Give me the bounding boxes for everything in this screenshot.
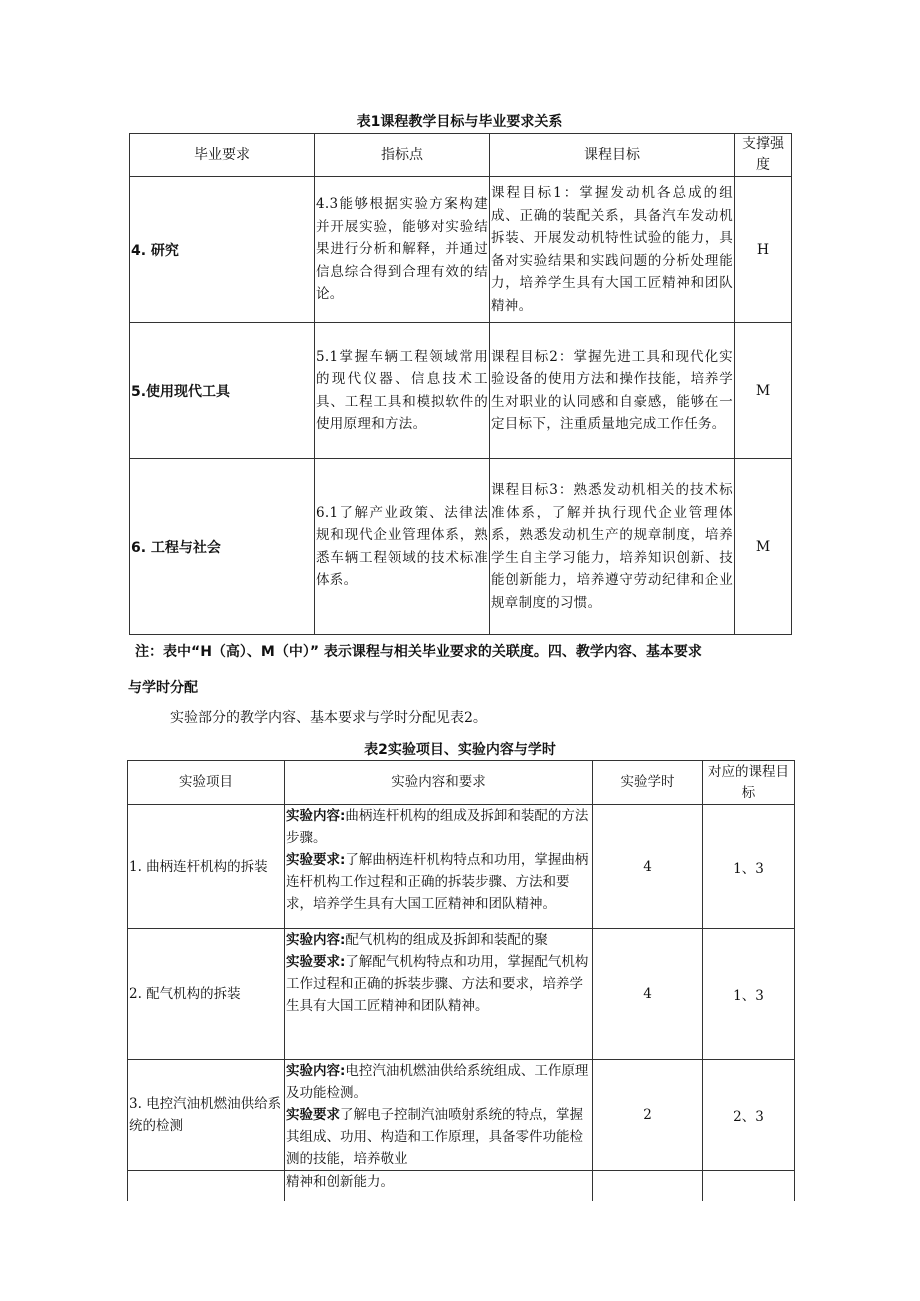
intro-paragraph: 实验部分的教学内容、基本要求与学时分配见表2。 (170, 710, 487, 726)
table2-caption: 表2实验项目、实验内容与学时 (364, 742, 556, 758)
content-label: 实验内容: (286, 932, 346, 948)
content-continuation-cell: 精神和创新能力。 (285, 1171, 593, 1201)
project-cell: 2. 配气机构的拆装 (128, 929, 285, 1060)
goal-cell: 课程目标2：掌握先进工具和现代化实验设备的使用方法和操作技能，培养学生对职业的认同感和自豪感，能够在一定目标下，注重质量地完成工作任务。 (490, 323, 735, 459)
content-block (286, 1060, 591, 1104)
table-row (130, 323, 792, 459)
table-row (128, 805, 795, 929)
strength-cell: M (735, 459, 792, 635)
goals-cell (703, 1171, 795, 1201)
header-project: 实验项目 (128, 761, 285, 805)
requirement-text: 了解电子控制汽油喷射系统的特点，掌握其组成、功用、构造和工作原理，具备零件功能检测的技能，培养敬业 (286, 1107, 583, 1167)
content-block (286, 805, 591, 849)
table-row (128, 929, 795, 1060)
table1 (129, 133, 792, 635)
table-row (130, 177, 792, 323)
requirement-block (286, 849, 591, 915)
goal-cell: 课程目标1：掌握发动机各总成的组成、正确的装配关系，具备汽车发动机拆装、开展发动机特性试验的能力，具备对实验结果和实践问题的分析处理能力，培养学生具有大国工匠精神和团队精神。 (490, 177, 735, 323)
header-indicator: 指标点 (315, 134, 490, 177)
project-cell: 1. 曲柄连杆机构的拆装 (128, 805, 285, 929)
section-heading-continuation: 与学时分配 (128, 680, 198, 696)
header-content: 实验内容和要求 (285, 761, 593, 805)
content-label: 实验内容: (286, 808, 346, 824)
requirement-text: 了解曲柄连杆机构特点和功用，掌握曲柄连杆机构工作过程和正确的拆装步骤、方法和要求，培养学生具有大国工匠精神和团队精神。 (286, 852, 589, 912)
hours-cell: 2 (593, 1060, 703, 1171)
note-line-1: 注：表中“H（高）、M（中）” 表示课程与相关毕业要求的关联度。四、教学内容、基本要求 (135, 644, 702, 660)
requirement-block (286, 1104, 591, 1170)
table1-header-row (130, 134, 792, 177)
indicator-cell: 5.1掌握车辆工程领域常用的现代仪器、信息技术工具、工程工具和模拟软件的使用原理和方法。 (315, 323, 490, 459)
goals-cell: 1、3 (703, 805, 795, 929)
table-row (128, 1060, 795, 1171)
strength-cell: M (735, 323, 792, 459)
goals-cell: 2、3 (703, 1060, 795, 1171)
header-requirement: 毕业要求 (130, 134, 315, 177)
requirement-label: 实验要求 (286, 1107, 340, 1123)
project-cell (128, 1171, 285, 1201)
content-cell (285, 929, 593, 1060)
table2-header-row (128, 761, 795, 805)
requirement-text: 了解配气机构特点和功用，掌握配气机构工作过程和正确的拆装步骤、方法和要求，培养学生具有大国工匠精神和团队精神。 (286, 954, 589, 1014)
table1-caption: 表1课程教学目标与毕业要求关系 (356, 114, 563, 130)
table1-note (128, 634, 790, 706)
requirement-cell: 6. 工程与社会 (130, 459, 315, 635)
requirement-cell: 4. 研究 (130, 177, 315, 323)
table-row-continuation (128, 1171, 795, 1201)
table-row (130, 459, 792, 635)
project-cell: 3. 电控汽油机燃油供给系统的检测 (128, 1060, 285, 1171)
table2 (127, 760, 795, 1201)
requirement-block (286, 951, 591, 1017)
goals-cell: 1、3 (703, 929, 795, 1060)
indicator-cell: 4.3能够根据实验方案构建并开展实验，能够对实验结果进行分析和解释，并通过信息综合得到合理有效的结论。 (315, 177, 490, 323)
content-text: 配气机构的组成及拆卸和装配的聚 (345, 932, 548, 948)
hours-cell (593, 1171, 703, 1201)
goal-cell: 课程目标3：熟悉发动机相关的技术标准体系，了解并执行现代企业管理体系，熟悉发动机生产的规章制度，培养学生自主学习能力，培养知识创新、技能创新能力，培养遵守劳动纪律和企业规章制度的习惯。 (490, 459, 735, 635)
strength-cell: H (735, 177, 792, 323)
header-goal: 课程目标 (490, 134, 735, 177)
indicator-cell: 6.1了解产业政策、法律法规和现代企业管理体系，熟悉车辆工程领域的技术标准体系。 (315, 459, 490, 635)
content-block (286, 929, 591, 951)
requirement-label: 实验要求: (286, 852, 346, 868)
header-goals: 对应的课程目标 (703, 761, 795, 805)
hours-cell: 4 (593, 805, 703, 929)
content-label: 实验内容: (286, 1063, 346, 1079)
content-cell (285, 805, 593, 929)
content-text: 曲柄连杆机构的组成及拆卸和装配的方法步骤。 (286, 808, 589, 846)
content-cell (285, 1060, 593, 1171)
header-strength: 支撑强度 (735, 134, 792, 177)
content-text: 电控汽油机燃油供给系统组成、工作原理及功能检测。 (286, 1063, 589, 1101)
header-hours: 实验学时 (593, 761, 703, 805)
requirement-cell: 5.使用现代工具 (130, 323, 315, 459)
requirement-label: 实验要求: (286, 954, 346, 970)
hours-cell: 4 (593, 929, 703, 1060)
